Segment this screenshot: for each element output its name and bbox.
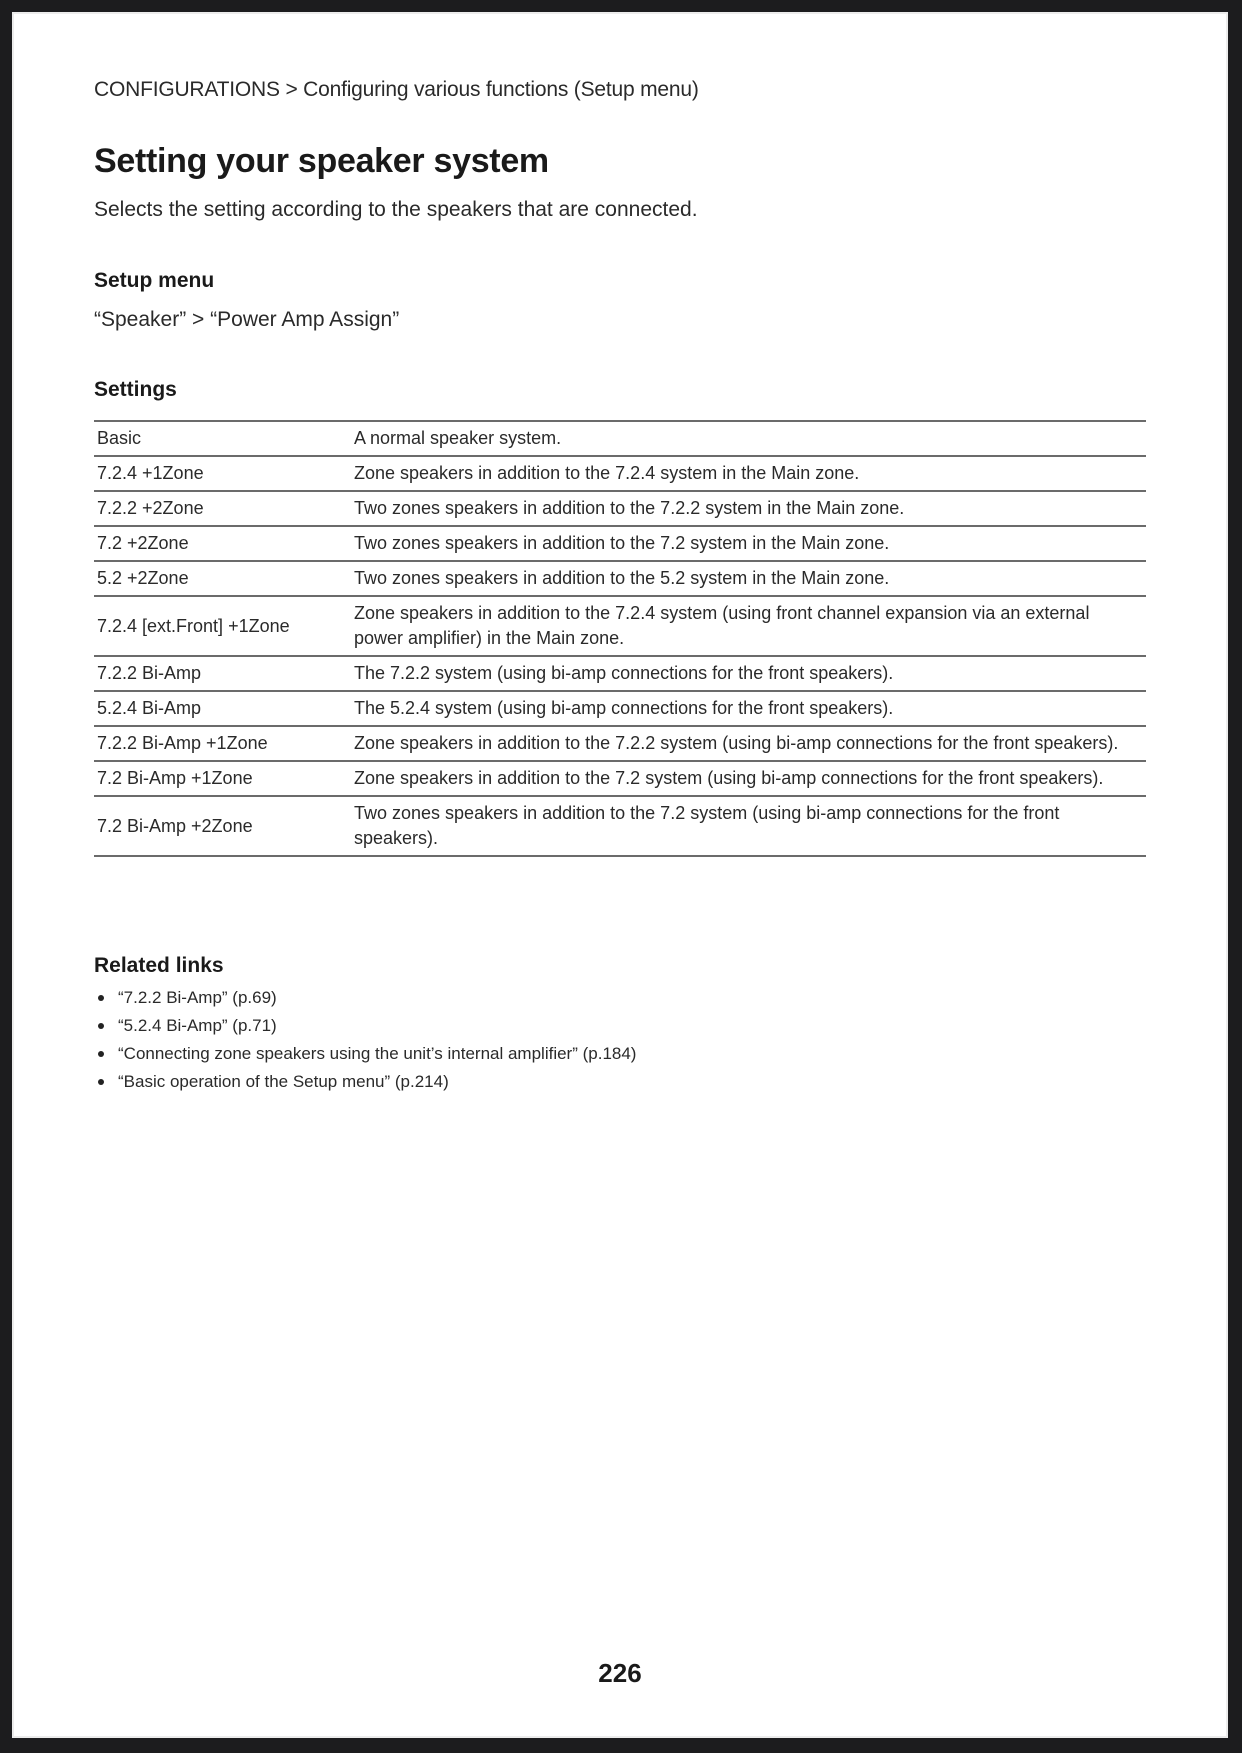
related-links-list [94, 984, 636, 1096]
related-link[interactable]: “7.2.2 Bi-Amp” (p.69) [118, 988, 277, 1007]
table-row [94, 691, 1146, 726]
bullet-icon [98, 995, 104, 1001]
settings-heading: Settings [94, 378, 177, 401]
bullet-icon [98, 1079, 104, 1085]
setting-name: 7.2.2 Bi-Amp [97, 663, 202, 683]
table-row [94, 421, 1146, 456]
setting-description: Zone speakers in addition to the 7.2.4 system (using front channel expansion via an external power amplifier) in the Main zone. [354, 603, 1090, 648]
related-link-item[interactable] [94, 1040, 636, 1068]
setting-description: Two zones speakers in addition to the 7.2.2 system in the Main zone. [354, 498, 905, 518]
table-row [94, 796, 1146, 856]
setting-description: Two zones speakers in addition to the 5.2 system in the Main zone. [354, 568, 890, 588]
table-row [94, 561, 1146, 596]
setting-name: 7.2 Bi-Amp +1Zone [97, 768, 253, 788]
document-page [12, 12, 1228, 1738]
setting-name: 7.2 Bi-Amp +2Zone [97, 815, 253, 836]
related-links-heading: Related links [94, 954, 224, 977]
setting-name: 7.2.4 +1Zone [97, 463, 204, 483]
settings-table [94, 420, 1146, 857]
table-row [94, 726, 1146, 761]
setting-description: A normal speaker system. [354, 428, 562, 448]
setting-name: 5.2.4 Bi-Amp [97, 698, 202, 718]
related-link-item[interactable] [94, 1012, 636, 1040]
setting-description: Zone speakers in addition to the 7.2.2 system (using bi-amp connections for the front speakers). [354, 733, 1119, 753]
bullet-icon [98, 1023, 104, 1029]
table-row [94, 456, 1146, 491]
table-row [94, 656, 1146, 691]
related-link[interactable]: “5.2.4 Bi-Amp” (p.71) [118, 1016, 277, 1035]
breadcrumb: CONFIGURATIONS > Configuring various functions (Setup menu) [94, 78, 699, 101]
setting-name: 7.2.4 [ext.Front] +1Zone [97, 615, 290, 636]
page-title: Setting your speaker system [94, 142, 549, 180]
page-number: 226 [598, 1658, 642, 1688]
related-link[interactable]: “Basic operation of the Setup menu” (p.214) [118, 1072, 449, 1091]
related-link-item[interactable] [94, 1068, 636, 1096]
related-link[interactable]: “Connecting zone speakers using the unit’s internal amplifier” (p.184) [118, 1044, 637, 1063]
setup-menu-heading: Setup menu [94, 269, 215, 292]
setting-description: The 5.2.4 system (using bi-amp connections for the front speakers). [354, 698, 894, 718]
setting-name: 5.2 +2Zone [97, 568, 189, 588]
intro-text: Selects the setting according to the speakers that are connected. [94, 198, 698, 221]
setting-description: The 7.2.2 system (using bi-amp connections for the front speakers). [354, 663, 894, 683]
table-row [94, 596, 1146, 656]
setup-menu-path: “Speaker” > “Power Amp Assign” [94, 308, 400, 331]
setting-name: 7.2 +2Zone [97, 533, 189, 553]
related-link-item[interactable] [94, 984, 636, 1012]
bullet-icon [98, 1051, 104, 1057]
setting-description: Two zones speakers in addition to the 7.2 system in the Main zone. [354, 533, 890, 553]
setting-description: Zone speakers in addition to the 7.2 system (using bi-amp connections for the front speakers). [354, 768, 1104, 788]
table-row [94, 761, 1146, 796]
setting-name: 7.2.2 Bi-Amp +1Zone [97, 733, 268, 753]
setting-name: 7.2.2 +2Zone [97, 498, 204, 518]
setting-description: Two zones speakers in addition to the 7.2 system (using bi-amp connections for the front speakers). [354, 803, 1060, 848]
table-row [94, 526, 1146, 561]
setting-description: Zone speakers in addition to the 7.2.4 system in the Main zone. [354, 463, 860, 483]
table-row [94, 491, 1146, 526]
setting-name: Basic [97, 428, 142, 448]
